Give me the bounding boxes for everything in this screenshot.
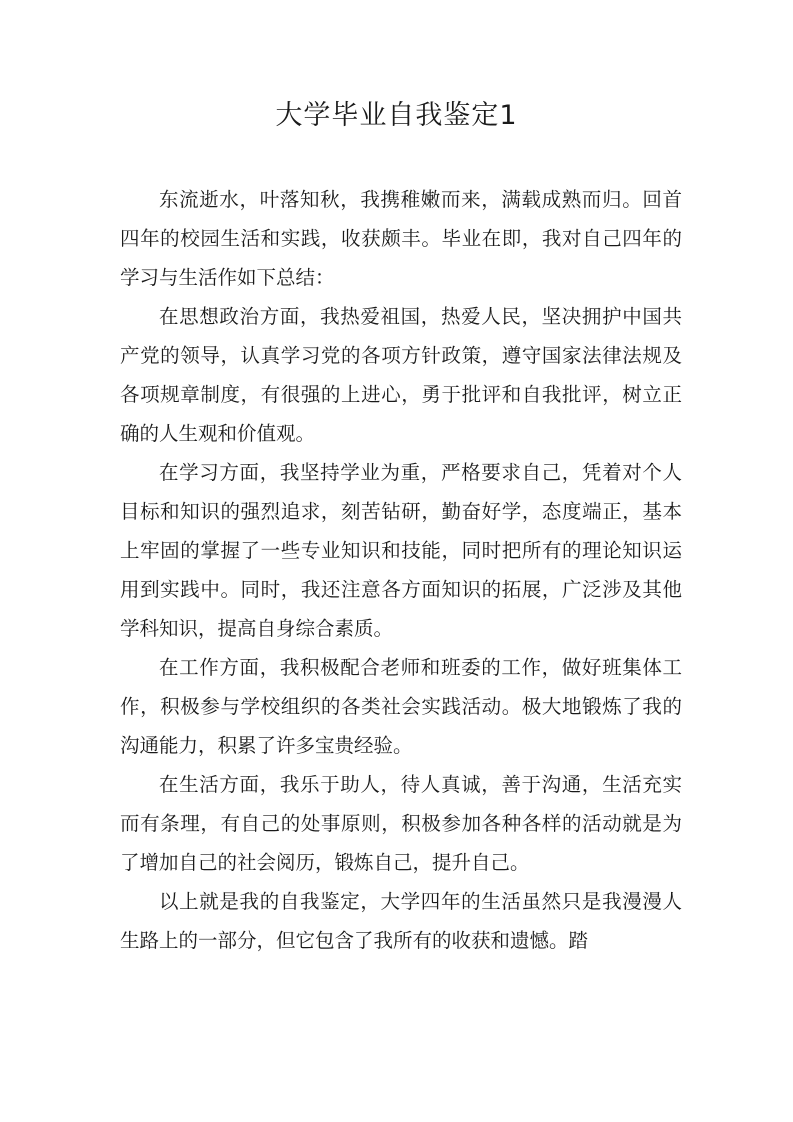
document-body bbox=[120, 180, 682, 960]
paragraph-conclusion: 以上就是我的自我鉴定，大学四年的生活虽然只是我漫漫人生路上的一部分，但它包含了我所有的收获和遗憾。踏 bbox=[120, 890, 682, 952]
paragraph-politics: 在思想政治方面，我热爱祖国，热爱人民，坚决拥护中国共产党的领导，认真学习党的各项方针政策，遵守国家法律法规及各项规章制度，有很强的上进心，勇于批评和自我批评，树立正确的人生观和价值观。 bbox=[120, 305, 682, 445]
document-title: 大学毕业自我鉴定1 bbox=[275, 100, 518, 131]
paragraph-study: 在学习方面，我坚持学业为重，严格要求自己，凭着对个人目标和知识的强烈追求，刻苦钻研，勤奋好学，态度端正，基本上牢固的掌握了一些专业知识和技能，同时把所有的理论知识运用到实践中。同时，我还注意各方面知识的拓展，广泛涉及其他学科知识，提高自身综合素质。 bbox=[120, 461, 682, 640]
paragraph-intro: 东流逝水，叶落知秋，我携稚嫩而来，满载成熟而归。回首四年的校园生活和实践，收获颇丰。毕业在即，我对自己四年的学习与生活作如下总结： bbox=[120, 188, 682, 289]
paragraph-work: 在工作方面，我积极配合老师和班委的工作，做好班集体工作，积极参与学校组织的各类社会实践活动。极大地锻炼了我的沟通能力，积累了许多宝贵经验。 bbox=[120, 656, 682, 757]
paragraph-life: 在生活方面，我乐于助人，待人真诚，善于沟通，生活充实而有条理，有自己的处事原则，积极参加各种各样的活动就是为了增加自己的社会阅历，锻炼自己，提升自己。 bbox=[120, 773, 682, 874]
